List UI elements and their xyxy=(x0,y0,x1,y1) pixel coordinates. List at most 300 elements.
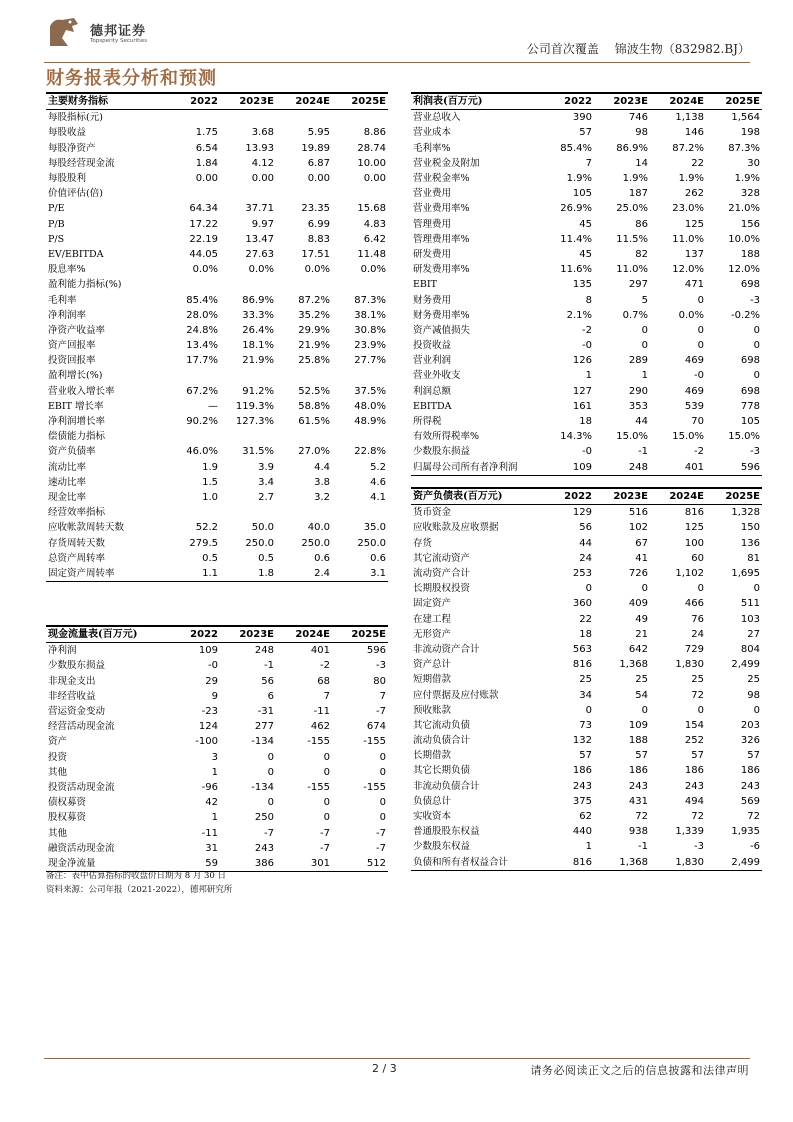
row-label: 财务费用率% xyxy=(413,309,470,321)
table-row xyxy=(46,551,388,566)
row-label: 预收账款 xyxy=(413,704,452,716)
row-value xyxy=(162,429,220,444)
row-value: 1,368 xyxy=(594,855,650,871)
row-value: 50.0 xyxy=(251,522,274,534)
row-value: 13.47 xyxy=(245,233,274,245)
row-value: 61.5% xyxy=(298,416,330,428)
row-value: 674 xyxy=(366,721,386,733)
row-label: 固定资产周转率 xyxy=(46,566,162,582)
table-row xyxy=(411,292,762,307)
row-value: 22.19 xyxy=(189,233,218,245)
row-label: 投资回报率 xyxy=(48,355,96,367)
row-label: 投资收益 xyxy=(413,340,452,352)
row-value: 0 xyxy=(323,797,330,809)
row-value: 4.83 xyxy=(363,218,386,230)
row-value: 54 xyxy=(635,689,648,701)
row-value: 469 xyxy=(684,355,704,367)
row-value: 0 xyxy=(323,751,330,763)
table-row xyxy=(46,689,388,704)
row-label: 资产总计 xyxy=(413,659,452,671)
table-row xyxy=(46,674,388,689)
row-value: 28.0% xyxy=(186,309,218,321)
row-value: 86.9% xyxy=(616,142,648,154)
row-value: 135 xyxy=(572,279,592,291)
row-value: 44.05 xyxy=(189,248,218,260)
row-label: 融资活动现金流 xyxy=(48,842,115,854)
row-value: 125 xyxy=(684,218,704,230)
row-value: 186 xyxy=(740,765,760,777)
row-value: 816 xyxy=(536,855,594,871)
table-row xyxy=(411,763,762,778)
row-value: -7 xyxy=(376,827,386,839)
table-row xyxy=(46,308,388,323)
row-value xyxy=(332,505,388,520)
row-value: 105 xyxy=(740,416,760,428)
row-label: 营业总收入 xyxy=(413,112,461,124)
row-value: -7 xyxy=(376,706,386,718)
row-value: 42 xyxy=(205,797,218,809)
row-value: 62 xyxy=(579,811,592,823)
row-value: 72 xyxy=(691,689,704,701)
row-value: 0 xyxy=(585,583,592,595)
row-value: 102 xyxy=(628,522,648,534)
table-title: 利润表(百万元) xyxy=(411,93,536,110)
row-label: 营业利润 xyxy=(413,355,452,367)
row-value: -0 xyxy=(582,446,592,458)
row-value: 161 xyxy=(572,400,592,412)
row-value: 0 xyxy=(641,704,648,716)
row-label: 盈利能力指标(%) xyxy=(48,279,122,291)
row-value: 15.0% xyxy=(728,431,760,443)
row-label: 经营效率指标 xyxy=(48,507,106,519)
row-value: 5.2 xyxy=(370,461,386,473)
row-value: -7 xyxy=(264,827,274,839)
table-row xyxy=(46,414,388,429)
row-value: 154 xyxy=(684,719,704,731)
row-value: 25 xyxy=(691,674,704,686)
row-value: 1.75 xyxy=(195,127,218,139)
row-value: 0 xyxy=(267,751,274,763)
table-row xyxy=(411,733,762,748)
row-value: 938 xyxy=(628,826,648,838)
row-label: 管理费用 xyxy=(413,218,452,230)
row-value: 243 xyxy=(572,780,592,792)
row-value: 30 xyxy=(747,157,760,169)
row-label: 投资活动现金流 xyxy=(48,781,115,793)
row-value: 6.42 xyxy=(363,233,386,245)
row-label: 净资产收益率 xyxy=(48,324,106,336)
row-label: 应收帐款周转天数 xyxy=(48,522,125,534)
row-value: 57 xyxy=(691,750,704,762)
year-header: 2025E xyxy=(706,93,762,110)
row-value: 17.51 xyxy=(301,248,330,260)
table-title: 现金流量表(百万元) xyxy=(46,626,162,643)
row-value: 58.8% xyxy=(298,400,330,412)
row-value: 401 xyxy=(650,460,706,476)
row-value: 360 xyxy=(572,598,592,610)
row-value: 3.2 xyxy=(314,491,330,503)
row-value: 31.5% xyxy=(242,446,274,458)
row-value: 466 xyxy=(684,598,704,610)
row-value: 252 xyxy=(684,735,704,747)
row-value: 26.4% xyxy=(242,324,274,336)
row-value: -1 xyxy=(638,446,648,458)
row-value xyxy=(276,368,332,383)
row-value: 0 xyxy=(267,797,274,809)
row-value: 469 xyxy=(684,385,704,397)
year-header: 2024E xyxy=(650,488,706,505)
table-row xyxy=(46,262,388,277)
table-row xyxy=(411,338,762,353)
row-value: -134 xyxy=(251,736,274,748)
row-value xyxy=(162,505,220,520)
row-value: 471 xyxy=(684,279,704,291)
table-row xyxy=(411,581,762,596)
row-value: 0 xyxy=(641,340,648,352)
footer-disclaimer: 请务必阅读正文之后的信息披露和法律声明 xyxy=(530,1064,749,1077)
table-row xyxy=(46,780,388,795)
row-value: 8.86 xyxy=(363,127,386,139)
row-value: 726 xyxy=(628,568,648,580)
row-value: -134 xyxy=(251,781,274,793)
row-value: 124 xyxy=(198,721,218,733)
row-label: 应付票据及应付账款 xyxy=(413,689,499,701)
row-value: 6.54 xyxy=(195,142,218,154)
row-value: 596 xyxy=(706,460,762,476)
row-value: 1,935 xyxy=(731,826,760,838)
row-value: 24.8% xyxy=(186,324,218,336)
row-label: 长期股权投资 xyxy=(413,583,471,595)
row-value: 353 xyxy=(628,400,648,412)
row-value: 85.4% xyxy=(560,142,592,154)
row-value: 409 xyxy=(628,598,648,610)
page-number: 2 / 3 xyxy=(372,1062,397,1075)
row-value: 1,339 xyxy=(675,826,704,838)
row-value: -2 xyxy=(320,660,330,672)
table-row xyxy=(46,141,388,156)
row-value: 12.0% xyxy=(728,264,760,276)
row-value: 0 xyxy=(697,704,704,716)
row-label: 营业成本 xyxy=(413,127,452,139)
row-value: 375 xyxy=(572,795,592,807)
row-value: 29 xyxy=(205,675,218,687)
row-label: 现金净流量 xyxy=(46,856,162,872)
row-value: 0 xyxy=(267,766,274,778)
year-header: 2025E xyxy=(332,93,388,110)
row-value: 188 xyxy=(740,248,760,260)
row-value: 1 xyxy=(211,812,218,824)
table-row xyxy=(46,156,388,171)
header-info xyxy=(515,40,750,57)
row-value: 9 xyxy=(211,690,218,702)
row-value: 18 xyxy=(579,416,592,428)
row-value: 57 xyxy=(747,750,760,762)
row-label: 流动资产合计 xyxy=(413,568,471,580)
year-header: 2022 xyxy=(162,93,220,110)
row-label: 少数股东损益 xyxy=(48,660,106,672)
row-value: 0 xyxy=(753,324,760,336)
row-value: 2.1% xyxy=(566,309,592,321)
table-row xyxy=(46,217,388,232)
row-value: 0 xyxy=(379,766,386,778)
row-label: EBIT xyxy=(413,279,438,291)
row-value: 698 xyxy=(740,385,760,397)
table-row xyxy=(411,247,762,262)
row-value: 86 xyxy=(635,218,648,230)
row-value: 563 xyxy=(572,643,592,655)
table-row xyxy=(46,247,388,262)
row-value: 511 xyxy=(740,598,760,610)
row-value: 109 xyxy=(536,460,594,476)
row-value: -7 xyxy=(320,842,330,854)
row-value: 198 xyxy=(740,127,760,139)
row-value: 44 xyxy=(635,416,648,428)
row-value: 1 xyxy=(641,370,648,382)
row-value: -11 xyxy=(313,706,330,718)
table-header-row xyxy=(46,626,388,643)
year-header: 2022 xyxy=(162,626,220,643)
row-value: 440 xyxy=(572,826,592,838)
row-value: -7 xyxy=(320,827,330,839)
row-value: 86.9% xyxy=(242,294,274,306)
row-value: 1.9% xyxy=(678,173,704,185)
row-value: 41 xyxy=(635,552,648,564)
row-value xyxy=(276,186,332,201)
row-label: 营运资金变动 xyxy=(48,706,106,718)
row-value xyxy=(276,505,332,520)
row-value: 250.0 xyxy=(245,537,274,549)
row-value: 132 xyxy=(572,735,592,747)
row-value: 5.95 xyxy=(307,127,330,139)
row-value: 243 xyxy=(684,780,704,792)
row-value: 0 xyxy=(641,324,648,336)
table-row xyxy=(46,734,388,749)
row-value: 1 xyxy=(585,841,592,853)
row-value xyxy=(220,277,276,292)
table-row xyxy=(46,368,388,383)
row-value: 15.68 xyxy=(357,203,386,215)
row-value: 401 xyxy=(310,645,330,657)
row-value: 46.0% xyxy=(186,446,218,458)
balance-sheet-table xyxy=(411,487,762,871)
row-value: 17.22 xyxy=(189,218,218,230)
row-value: 45 xyxy=(579,248,592,260)
row-value: 1.8 xyxy=(220,566,276,582)
row-value: 129 xyxy=(572,507,592,519)
row-value: 25.0% xyxy=(616,203,648,215)
row-value: 9.97 xyxy=(251,218,274,230)
row-label: 其他 xyxy=(48,827,68,839)
table-row xyxy=(411,201,762,216)
row-value: 11.4% xyxy=(560,233,592,245)
row-value: 87.3% xyxy=(354,294,386,306)
table-row xyxy=(411,794,762,809)
row-value xyxy=(332,429,388,444)
row-label: 短期借款 xyxy=(413,674,452,686)
section-title: 财务报表分析和预测 xyxy=(46,68,217,89)
row-label: EBITDA xyxy=(413,400,452,412)
row-value: 25.8% xyxy=(298,355,330,367)
row-value: 186 xyxy=(572,765,592,777)
row-label: 管理费用率% xyxy=(413,233,470,245)
table-header-row xyxy=(46,93,388,110)
row-label: 营业税金及附加 xyxy=(413,157,480,169)
row-value xyxy=(220,429,276,444)
row-label: 资产负债率 xyxy=(48,446,96,458)
row-value: 1.1 xyxy=(162,566,220,582)
row-value: 23.0% xyxy=(672,203,704,215)
table-row xyxy=(411,536,762,551)
row-value: 0 xyxy=(379,797,386,809)
row-value: -2 xyxy=(694,446,704,458)
row-label: P/S xyxy=(48,233,65,245)
row-value: 17.7% xyxy=(186,355,218,367)
row-value: 301 xyxy=(276,856,332,872)
table-row xyxy=(411,839,762,854)
row-label: 每股指标(元) xyxy=(48,112,103,124)
row-value: 27.0% xyxy=(298,446,330,458)
table-row xyxy=(411,596,762,611)
row-value: 1.5 xyxy=(202,476,218,488)
row-value: 127 xyxy=(572,385,592,397)
row-value: 326 xyxy=(740,735,760,747)
row-value xyxy=(276,277,332,292)
row-label: 有效所得税率% xyxy=(413,431,480,443)
row-value: 290 xyxy=(628,385,648,397)
row-label: 少数股东权益 xyxy=(413,841,471,853)
year-header: 2024E xyxy=(276,626,332,643)
table-row xyxy=(46,658,388,673)
row-label: 存货 xyxy=(413,537,433,549)
row-label: 营业费用率% xyxy=(413,203,470,215)
row-value: 1,328 xyxy=(731,507,760,519)
table-title: 资产负债表(百万元) xyxy=(411,488,536,505)
row-value: 4.6 xyxy=(370,476,386,488)
table-row xyxy=(411,217,762,232)
row-label: 每股净资产 xyxy=(48,142,96,154)
row-value: 21.9% xyxy=(298,340,330,352)
row-value: 462 xyxy=(310,721,330,733)
row-value: 1.9% xyxy=(566,173,592,185)
row-value: 14.3% xyxy=(560,431,592,443)
row-value: 0 xyxy=(697,294,704,306)
row-value: -0 xyxy=(582,340,592,352)
row-value: 0 xyxy=(323,812,330,824)
row-value: 1,830 xyxy=(650,855,706,871)
row-value: 81 xyxy=(747,552,760,564)
table-row xyxy=(411,353,762,368)
row-value: 56 xyxy=(261,675,274,687)
row-value: 0 xyxy=(753,340,760,352)
table-row xyxy=(46,171,388,186)
row-value: 512 xyxy=(332,856,388,872)
row-label: 营业费用 xyxy=(413,188,452,200)
row-value xyxy=(162,368,220,383)
row-label: 资产 xyxy=(48,736,68,748)
row-value xyxy=(276,110,332,126)
row-value: 3.4 xyxy=(258,476,274,488)
header-divider xyxy=(44,62,750,63)
row-value: 24 xyxy=(579,552,592,564)
row-value: 250.0 xyxy=(301,537,330,549)
row-value: -11 xyxy=(201,827,218,839)
logo-chinese-name: 德邦证券 xyxy=(90,24,147,39)
row-label: 净利润 xyxy=(48,645,77,657)
row-value: 0 xyxy=(641,583,648,595)
row-label: 总资产周转率 xyxy=(48,552,106,564)
logo-english-name: Topsperity Securities xyxy=(90,38,148,44)
row-value: 19.89 xyxy=(301,142,330,154)
row-value: 494 xyxy=(684,795,704,807)
row-label: 价值评估(倍) xyxy=(48,188,103,200)
row-value: 2.7 xyxy=(258,491,274,503)
row-value: 10.0% xyxy=(728,233,760,245)
row-value: 25 xyxy=(747,674,760,686)
row-value: 6 xyxy=(267,690,274,702)
row-value: 243 xyxy=(740,780,760,792)
table-row xyxy=(411,399,762,414)
row-value xyxy=(220,186,276,201)
row-value: 80 xyxy=(373,675,386,687)
table-row xyxy=(411,703,762,718)
row-label: 固定资产 xyxy=(413,598,452,610)
row-value: 0.00 xyxy=(363,173,386,185)
row-value: 109 xyxy=(628,719,648,731)
row-label: 研发费用 xyxy=(413,248,452,260)
table-row xyxy=(411,444,762,459)
row-value: 2,499 xyxy=(706,855,762,871)
table-row xyxy=(46,353,388,368)
row-label: 速动比率 xyxy=(48,476,87,488)
row-value: 243 xyxy=(628,780,648,792)
row-label: 盈利增长(%) xyxy=(48,370,103,382)
table-row xyxy=(411,156,762,171)
row-value: 21.9% xyxy=(242,355,274,367)
row-value: 100 xyxy=(684,537,704,549)
row-value: 72 xyxy=(691,811,704,823)
table-row xyxy=(46,460,388,475)
row-value: 27 xyxy=(747,628,760,640)
table-row xyxy=(46,750,388,765)
row-value: -155 xyxy=(307,781,330,793)
table-row xyxy=(46,810,388,825)
row-value: 3.9 xyxy=(258,461,274,473)
row-value: 11.5% xyxy=(616,233,648,245)
row-value: 82 xyxy=(635,248,648,260)
row-value: 25 xyxy=(579,674,592,686)
row-label: 流动负债合计 xyxy=(413,735,471,747)
table-row xyxy=(411,186,762,201)
row-label: 毛利率 xyxy=(48,294,77,306)
row-value: 90.2% xyxy=(186,416,218,428)
row-value: 126 xyxy=(572,355,592,367)
row-value: 778 xyxy=(740,400,760,412)
row-value: 85.4% xyxy=(186,294,218,306)
row-label: 毛利率% xyxy=(413,142,451,154)
row-value: 729 xyxy=(684,643,704,655)
row-value: 15.0% xyxy=(616,431,648,443)
row-value: -0 xyxy=(208,660,218,672)
row-value: 28.74 xyxy=(357,142,386,154)
row-value: 1.9% xyxy=(734,173,760,185)
row-value: 0 xyxy=(323,766,330,778)
row-value: -3 xyxy=(694,841,704,853)
row-value: 0.6 xyxy=(370,552,386,564)
row-label: 存货周转天数 xyxy=(48,537,106,549)
row-value: 187 xyxy=(628,188,648,200)
row-value: 11.48 xyxy=(357,248,386,260)
row-value: 8 xyxy=(585,294,592,306)
